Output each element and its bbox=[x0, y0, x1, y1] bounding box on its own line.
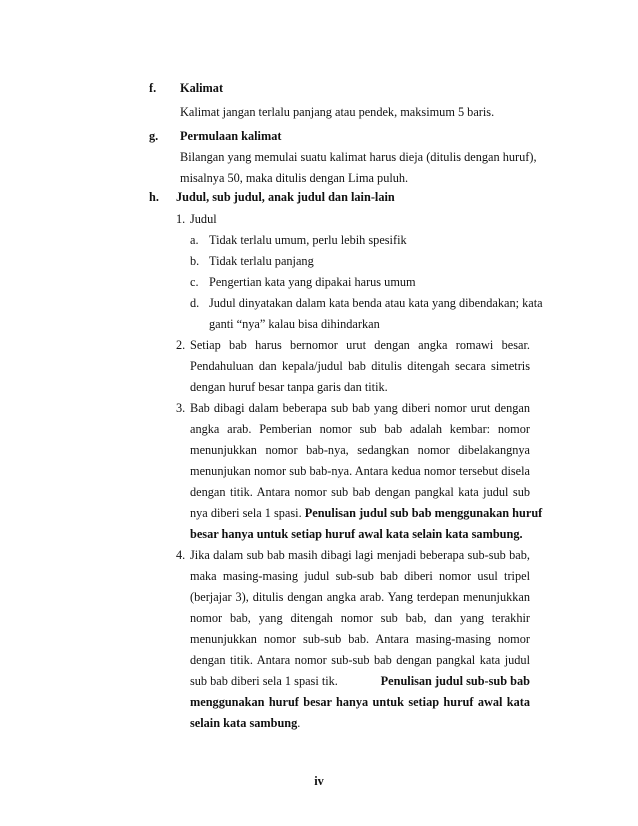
item-2-line: Setiap bab harus bernomor urut dengan angka romawi besar. bbox=[190, 338, 530, 352]
item-4-line-7 bbox=[190, 673, 530, 689]
section-g-body-line: misalnya 50, maka ditulis dengan Lima puluh. bbox=[180, 171, 409, 185]
item-4-line-9 bbox=[190, 715, 300, 731]
subitem-b-text: Tidak terlalu panjang bbox=[209, 254, 314, 268]
subitem-c-label: c. bbox=[190, 275, 199, 289]
section-h-label: h. bbox=[149, 190, 159, 204]
subitem-c-text: Pengertian kata yang dipakai harus umum bbox=[209, 275, 416, 289]
item-4-line: maka masing-masing judul sub-sub bab diberi nomor usul tripel bbox=[190, 569, 530, 583]
item-3-line: menunjukan nomor sub bab-nya. Antara kedua nomor tersebut disela bbox=[190, 464, 530, 478]
subitem-a-label: a. bbox=[190, 233, 199, 247]
section-f-body: Kalimat jangan terlalu panjang atau pendek, maksimum 5 baris. bbox=[180, 105, 495, 119]
item-4-line-7-plain: sub bab diberi sela 1 spasi tik. bbox=[190, 674, 338, 688]
subitem-d-label: d. bbox=[190, 296, 200, 310]
item-2-line: Pendahuluan dan kepala/judul bab ditulis ditengah secara simetris bbox=[190, 359, 530, 373]
item-4-line: Jika dalam sub bab masih dibagi lagi menjadi beberapa sub-sub bab, bbox=[190, 548, 530, 562]
item-3-line-6 bbox=[190, 505, 542, 521]
item-4-number: 4. bbox=[176, 548, 186, 562]
item-4-line: dengan titik. Antara nomor sub-sub bab dengan pangkal kata judul bbox=[190, 653, 530, 667]
item-1-number: 1. bbox=[176, 212, 186, 226]
subitem-d-text: ganti “nya” kalau bisa dihindarkan bbox=[209, 317, 380, 331]
item-4-line: nomor bab, yang ditengah nomor sub bab, dan yang terakhir bbox=[190, 611, 530, 625]
section-f-label: f. bbox=[149, 81, 157, 95]
section-f-title: Kalimat bbox=[180, 81, 224, 95]
page-number: iv bbox=[314, 774, 324, 788]
item-4-line-8-bold: menggunakan huruf besar hanya untuk setiap huruf awal kata bbox=[190, 695, 530, 709]
item-3-line: menunjukkan nomor bab-nya, sedangkan nomor dibelakangnya bbox=[190, 443, 530, 457]
item-4-line-7-bold: Penulisan judul sub-sub bab bbox=[380, 674, 530, 688]
item-3-line-6-plain: nya diberi sela 1 spasi. bbox=[190, 506, 305, 520]
item-3-line-7-bold: besar hanya untuk setiap huruf awal kata selain kata sambung. bbox=[190, 527, 523, 541]
section-g-label: g. bbox=[149, 129, 159, 143]
item-3-line: angka arab. Pemberian nomor sub bab adalah kembar: nomor bbox=[190, 422, 530, 436]
item-4-line: (berjajar 3), ditulis dengan angka arab. Yang terdepan menunjukkan bbox=[190, 590, 530, 604]
item-3-number: 3. bbox=[176, 401, 186, 415]
item-3-line-6-bold: Penulisan judul sub bab menggunakan huruf bbox=[304, 506, 543, 520]
section-g-title: Permulaan kalimat bbox=[180, 129, 282, 143]
section-g-body-line: Bilangan yang memulai suatu kalimat harus dieja (ditulis dengan huruf), bbox=[180, 150, 537, 164]
item-4-line-9-end: . bbox=[297, 716, 301, 730]
item-2-line: dengan huruf besar tanpa garis dan titik. bbox=[190, 380, 388, 394]
item-3-line: Bab dibagi dalam beberapa sub bab yang diberi nomor urut dengan bbox=[190, 401, 530, 415]
item-3-line: dengan titik. Antara nomor sub bab dengan pangkal kata judul sub bbox=[190, 485, 530, 499]
subitem-d-text: Judul dinyatakan dalam kata benda atau kata yang dibendakan; kata bbox=[209, 296, 543, 310]
subitem-b-label: b. bbox=[190, 254, 200, 268]
item-4-line-9-bold: selain kata sambung bbox=[190, 716, 298, 730]
section-h-title: Judul, sub judul, anak judul dan lain-lain bbox=[176, 190, 395, 204]
subitem-a-text: Tidak terlalu umum, perlu lebih spesifik bbox=[209, 233, 407, 247]
item-1-title: Judul bbox=[190, 212, 217, 226]
item-2-number: 2. bbox=[176, 338, 186, 352]
item-4-line: menunjukkan nomor sub-sub bab. Antara masing-masing nomor bbox=[190, 632, 530, 646]
